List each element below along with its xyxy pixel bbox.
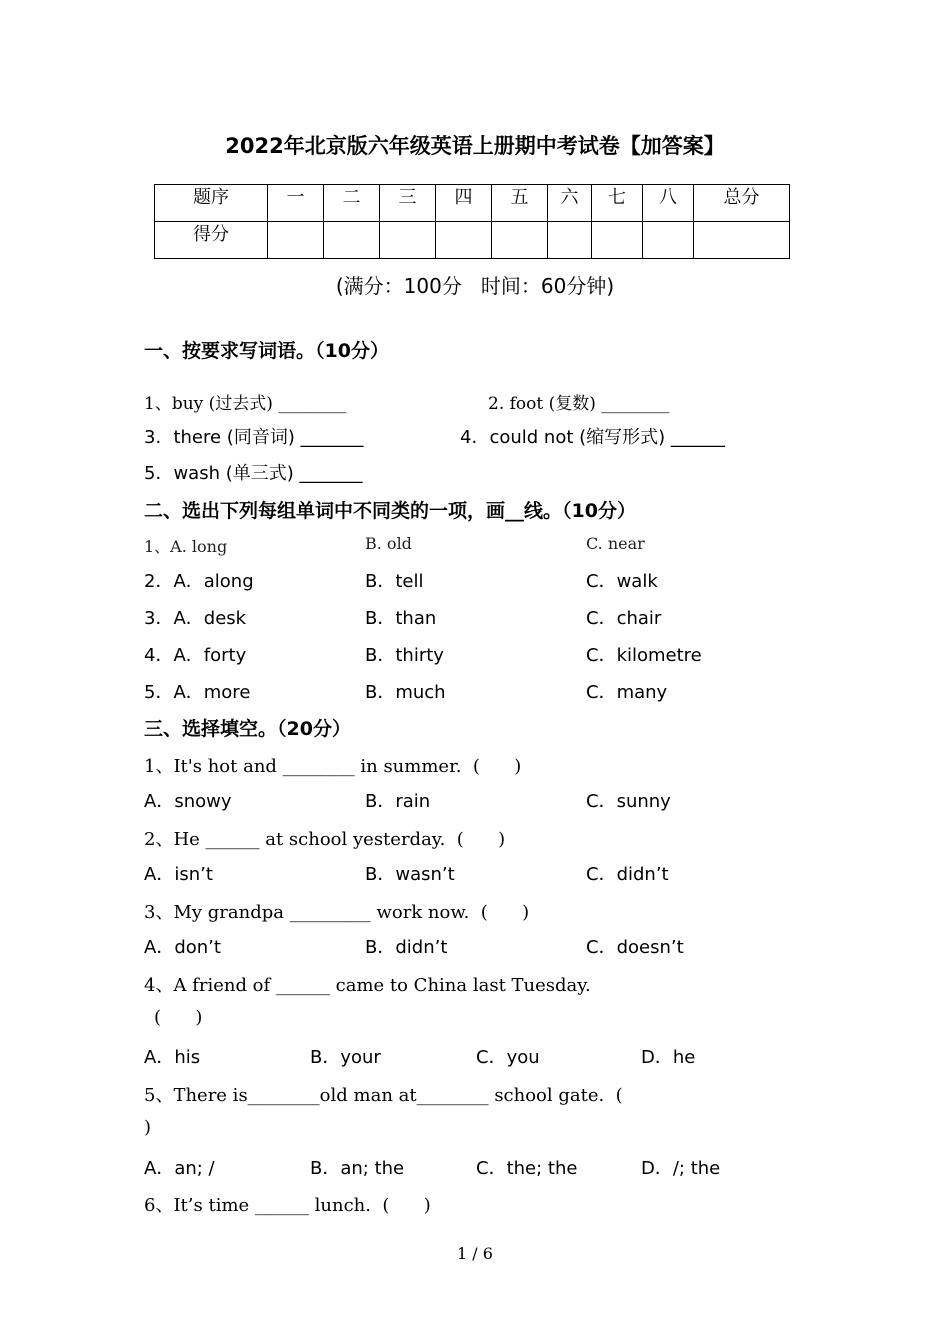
- s2-row1-c: C. near: [586, 534, 645, 553]
- score-cell-header: 四: [436, 185, 492, 222]
- score-cell-blank[interactable]: [548, 222, 592, 259]
- section1-heading: 一、按要求写词语。（10分）: [144, 340, 389, 362]
- score-cell-blank[interactable]: [592, 222, 643, 259]
- s3-q4-option-d: D．he: [641, 1047, 696, 1068]
- s2-row3-a: 3．A．desk: [144, 608, 247, 629]
- s3-q5-option-c: C．the; the: [476, 1158, 578, 1179]
- score-cell-blank[interactable]: [643, 222, 694, 259]
- s3-q2-option-c: C．didn’t: [586, 864, 669, 885]
- s3-question-6: 6、It’s time ______ lunch. ( ): [144, 1195, 431, 1216]
- score-cell-blank[interactable]: [324, 222, 380, 259]
- s2-row2-c: C．walk: [586, 571, 658, 592]
- s3-q5-option-d: D．/; the: [641, 1158, 721, 1179]
- s3-q3-option-a: A．don’t: [144, 937, 221, 958]
- document-title: 2022年北京版六年级英语上册期中考试卷【加答案】: [225, 134, 725, 158]
- s3-q5-option-b: B．an; the: [310, 1158, 405, 1179]
- s2-row5-c: C．many: [586, 682, 668, 703]
- s3-q2-option-a: A．isn’t: [144, 864, 213, 885]
- score-cell-header: 六: [548, 185, 592, 222]
- s3-question-2: 2、He ______ at school yesterday. ( ): [144, 829, 506, 850]
- s3-q5-option-a: A．an; /: [144, 1158, 215, 1179]
- score-cell-header: 二: [324, 185, 380, 222]
- s2-row5-b: B．much: [365, 682, 446, 703]
- s3-question-4: 4、A friend of ______ came to China last Tuesday.: [144, 975, 591, 996]
- s3-question-5: 5、There is________old man at________ school gate. (: [144, 1085, 623, 1106]
- s3-q4-answer-paren: ( ): [154, 1007, 203, 1028]
- s3-q4-option-c: C．you: [476, 1047, 540, 1068]
- s1-question-4: 4．could not (缩写形式) ______: [460, 427, 725, 448]
- s2-row5-a: 5．A．more: [144, 682, 251, 703]
- score-cell-blank[interactable]: [694, 222, 790, 259]
- score-cell-header: 五: [492, 185, 548, 222]
- s3-q2-option-b: B．wasn’t: [365, 864, 455, 885]
- s1-question-2: 2. foot (复数) ________: [488, 394, 670, 414]
- s3-q4-option-b: B．your: [310, 1047, 381, 1068]
- s1-question-1: 1、buy (过去式) ________: [144, 394, 347, 414]
- s1-question-3: 3．there (同音词) _______: [144, 427, 364, 448]
- s3-question-3: 3、My grandpa _________ work now. ( ): [144, 902, 530, 923]
- score-cell-blank[interactable]: [492, 222, 548, 259]
- exam-meta: (满分：100分 时间：60分钟): [335, 274, 615, 298]
- s2-row1-b: B. old: [365, 534, 412, 553]
- score-cell-header: 三: [380, 185, 436, 222]
- s3-q3-option-c: C．doesn’t: [586, 937, 684, 958]
- score-table-header-row: [155, 185, 790, 222]
- s3-question-1: 1、It's hot and ________ in summer. ( ): [144, 756, 522, 777]
- s3-q5-answer-paren: ): [144, 1117, 152, 1138]
- s1-question-5: 5．wash (单三式) _______: [144, 463, 363, 484]
- score-table-score-row: [155, 222, 790, 259]
- score-cell-header: 一: [268, 185, 324, 222]
- s3-q1-option-b: B．rain: [365, 791, 431, 812]
- score-cell-blank[interactable]: [268, 222, 324, 259]
- score-row-label: 得分: [155, 222, 268, 259]
- score-cell-header: 七: [592, 185, 643, 222]
- s2-row2-a: 2．A．along: [144, 571, 254, 592]
- s2-row3-c: C．chair: [586, 608, 662, 629]
- s2-row2-b: B．tell: [365, 571, 424, 592]
- s3-q1-option-c: C．sunny: [586, 791, 671, 812]
- score-cell-header: 总分: [694, 185, 790, 222]
- s2-row4-a: 4．A．forty: [144, 645, 247, 666]
- score-cell-blank[interactable]: [380, 222, 436, 259]
- score-table: [154, 184, 790, 259]
- s2-row4-c: C．kilometre: [586, 645, 702, 666]
- section3-heading: 三、选择填空。（20分）: [144, 718, 351, 740]
- s2-row4-b: B．thirty: [365, 645, 444, 666]
- s3-q4-option-a: A．his: [144, 1047, 201, 1068]
- score-cell-header: 八: [643, 185, 694, 222]
- score-cell-header: 题序: [155, 185, 268, 222]
- page-number: 1 / 6: [457, 1244, 493, 1263]
- s3-q3-option-b: B．didn’t: [365, 937, 448, 958]
- s2-row3-b: B．than: [365, 608, 437, 629]
- s2-row1-a: 1、A. long: [144, 537, 228, 556]
- score-cell-blank[interactable]: [436, 222, 492, 259]
- s3-q1-option-a: A．snowy: [144, 791, 232, 812]
- section2-heading: 二、选出下列每组单词中不同类的一项，画__线。（10分）: [144, 500, 636, 522]
